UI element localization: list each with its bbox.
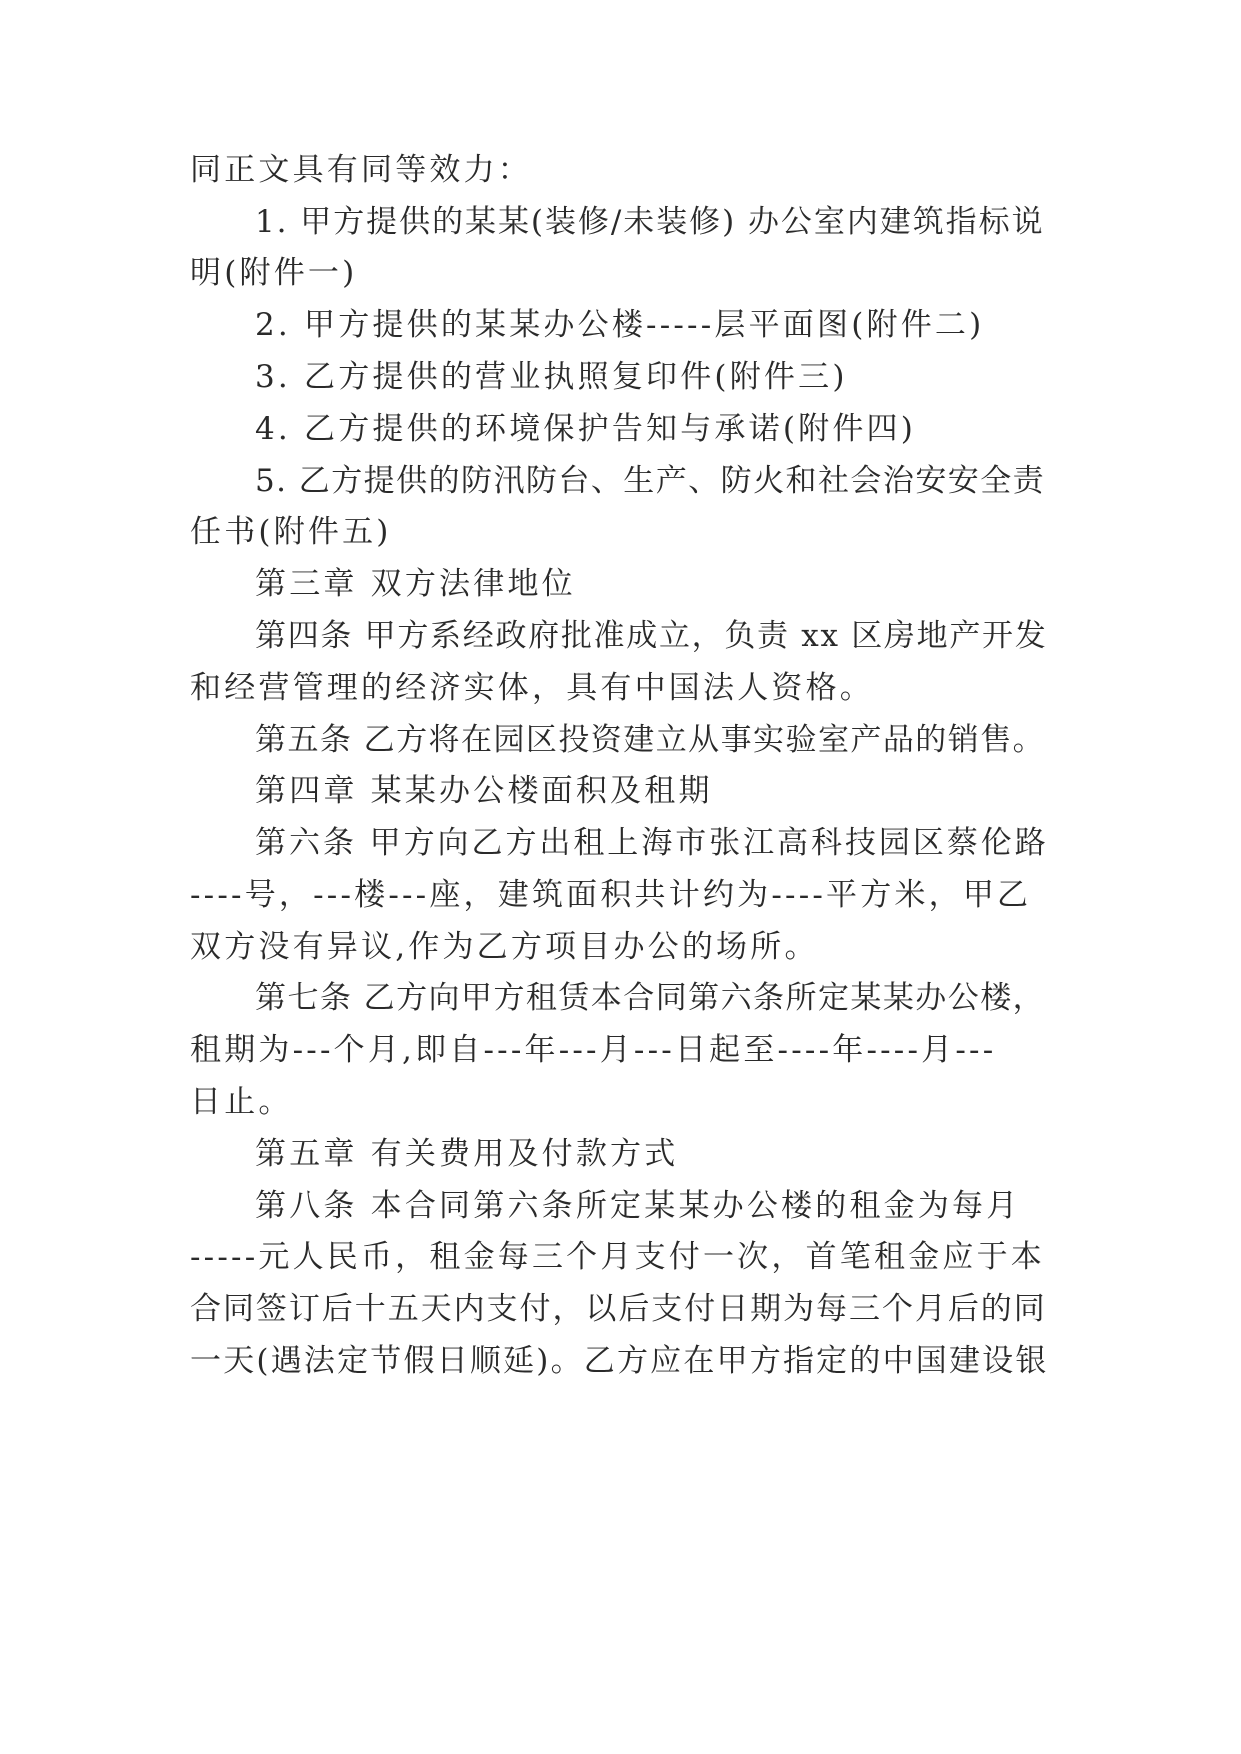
text-line: 任书(附件五) [190,514,392,550]
text-line: 第四条 甲方系经政府批准成立，负责 xx 区房地产开发 [255,618,1048,654]
text-line: 明(附件一) [190,255,358,291]
chapter-heading: 第三章 双方法律地位 [255,566,576,602]
text-line: 第六条 甲方向乙方出租上海市张江高科技园区蔡伦路 [255,825,1049,861]
text-line: 和经营管理的经济实体，具有中国法人资格。 [190,670,874,706]
text-line: 2. 甲方提供的某某办公楼-----层平面图(附件二) [255,307,985,343]
text-line: 合同签订后十五天内支付，以后支付日期为每三个月后的同 [190,1291,1047,1327]
text-line: 日止。 [190,1084,293,1120]
chapter-heading: 第五章 有关费用及付款方式 [255,1136,679,1172]
text-line: 双方没有异议,作为乙方项目办公的场所。 [190,929,819,965]
text-line: ----号，---楼---座，建筑面积共计约为----平方米，甲乙 [190,877,1032,913]
text-line: 4. 乙方提供的环境保护告知与承诺(附件四) [255,411,917,447]
text-line: 3. 乙方提供的营业执照复印件(附件三) [255,359,848,395]
text-line: 一天(遇法定节假日顺延)。乙方应在甲方指定的中国建设银 [190,1343,1049,1379]
text-line: 租期为---个月,即自---年---月---日起至----年----月--- [190,1032,997,1068]
text-line: 同正文具有同等效力： [190,152,532,188]
text-line: 第五条 乙方将在园区投资建立从事实验室产品的销售。 [255,722,1046,758]
text-line: 第七条 乙方向甲方租赁本合同第六条所定某某办公楼， [255,980,1046,1016]
text-line: 1. 甲方提供的某某(装修/未装修) 办公室内建筑指标说 [255,204,1045,240]
text-line: 5. 乙方提供的防汛防台、生产、防火和社会治安安全责 [255,463,1046,499]
text-line: -----元人民币，租金每三个月支付一次，首笔租金应于本 [190,1239,1045,1275]
chapter-heading: 第四章 某某办公楼面积及租期 [255,773,713,809]
text-line: 第八条 本合同第六条所定某某办公楼的租金为每月 [255,1188,1021,1224]
